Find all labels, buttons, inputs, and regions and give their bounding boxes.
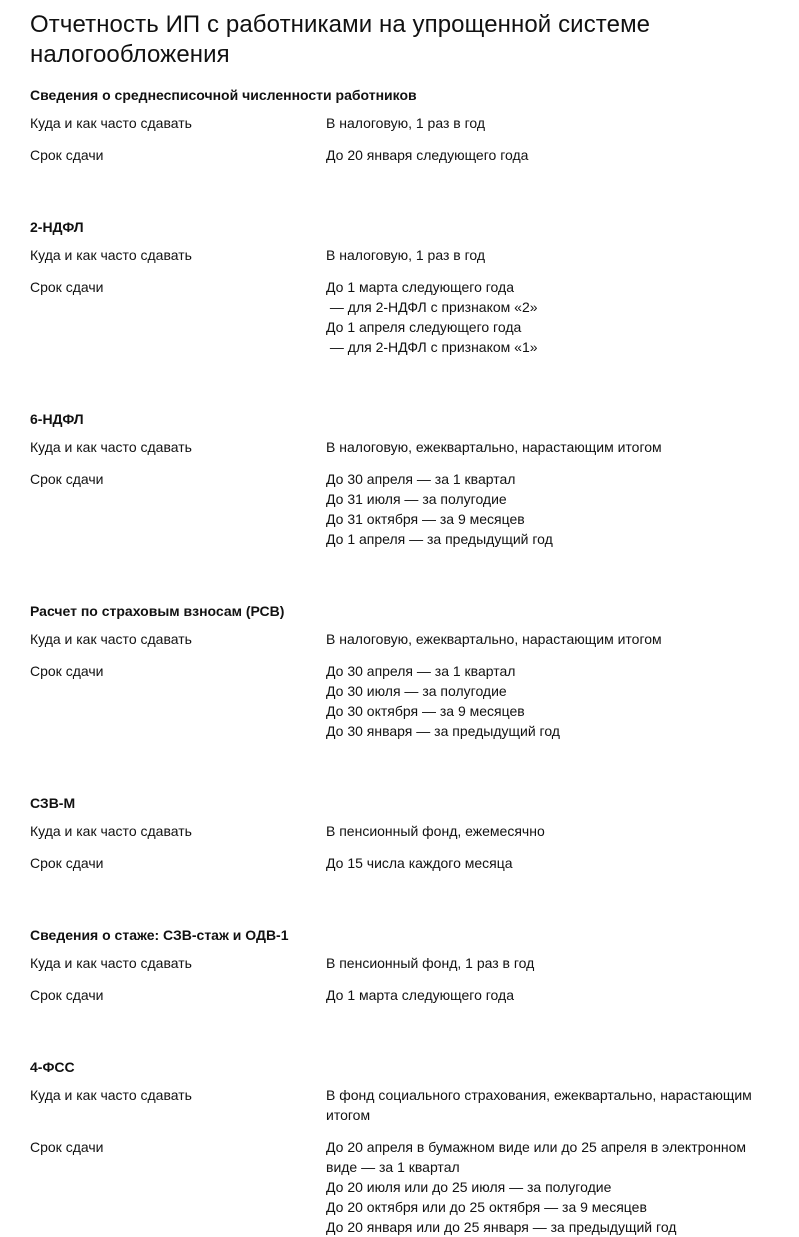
row-deadline <box>30 853 769 873</box>
row-where <box>30 821 769 841</box>
deadline-line: До 20 октября или до 25 октября — за 9 месяцев <box>326 1199 647 1215</box>
row-where <box>30 629 769 649</box>
deadline-line: До 1 апреля — за предыдущий год <box>326 531 553 547</box>
report-section <box>30 409 769 549</box>
row-label: Куда и как часто сдавать <box>30 439 192 455</box>
row-value: В фонд социального страхования, ежеквартально, нарастающим итогом <box>326 1087 752 1123</box>
row-deadline <box>30 661 769 741</box>
deadline-lines <box>326 277 769 357</box>
row-value: В налоговую, ежеквартально, нарастающим итогом <box>326 439 662 455</box>
deadline-line: До 20 июля или до 25 июля — за полугодие <box>326 1179 612 1195</box>
row-label: Куда и как часто сдавать <box>30 115 192 131</box>
row-where <box>30 1085 769 1125</box>
row-label: Куда и как часто сдавать <box>30 631 192 647</box>
section-title: Сведения о стаже: СЗВ-стаж и ОДВ-1 <box>30 927 289 943</box>
deadline-line: До 15 числа каждого месяца <box>326 855 513 871</box>
deadline-lines <box>326 1137 769 1237</box>
report-section <box>30 925 769 1005</box>
row-where <box>30 437 769 457</box>
deadline-line: До 20 апреля в бумажном виде или до 25 апреля в электронном виде — за 1 квартал <box>326 1139 750 1175</box>
section-title: Расчет по страховым взносам (РСВ) <box>30 603 285 619</box>
row-deadline <box>30 469 769 549</box>
deadline-line: До 30 января — за предыдущий год <box>326 723 560 739</box>
report-section <box>30 1057 769 1237</box>
row-label: Срок сдачи <box>30 1139 104 1155</box>
row-label: Срок сдачи <box>30 663 104 679</box>
report-section <box>30 85 769 165</box>
deadline-line: До 31 июля — за полугодие <box>326 491 507 507</box>
section-title: 2-НДФЛ <box>30 219 84 235</box>
deadline-line: До 30 апреля — за 1 квартал <box>326 471 516 487</box>
deadline-line: До 1 марта следующего года <box>326 987 514 1003</box>
row-label: Срок сдачи <box>30 987 104 1003</box>
section-title: 4-ФСС <box>30 1059 75 1075</box>
deadline-lines <box>326 661 769 741</box>
deadline-line: До 30 июля — за полугодие <box>326 683 507 699</box>
deadline-line: — для 2-НДФЛ с признаком «1» <box>326 339 538 355</box>
deadline-line: До 20 января следующего года <box>326 147 529 163</box>
row-where <box>30 113 769 133</box>
deadline-lines <box>326 469 769 549</box>
row-deadline <box>30 145 769 165</box>
sections-list <box>30 85 769 1237</box>
row-where <box>30 245 769 265</box>
row-deadline <box>30 1137 769 1237</box>
deadline-lines <box>326 145 769 165</box>
section-title: 6-НДФЛ <box>30 411 84 427</box>
row-label: Срок сдачи <box>30 279 104 295</box>
report-section <box>30 793 769 873</box>
row-label: Куда и как часто сдавать <box>30 1087 192 1103</box>
row-deadline <box>30 277 769 357</box>
row-value: В налоговую, 1 раз в год <box>326 247 486 263</box>
section-title: СЗВ-М <box>30 795 76 811</box>
row-value: В налоговую, ежеквартально, нарастающим итогом <box>326 631 662 647</box>
deadline-line: До 20 января или до 25 января — за предыдущий год <box>326 1219 677 1235</box>
row-deadline <box>30 985 769 1005</box>
row-label: Срок сдачи <box>30 471 104 487</box>
deadline-line: До 30 апреля — за 1 квартал <box>326 663 516 679</box>
deadline-lines <box>326 985 769 1005</box>
section-title: Сведения о среднесписочной численности работников <box>30 87 417 103</box>
row-value: В налоговую, 1 раз в год <box>326 115 486 131</box>
row-where <box>30 953 769 973</box>
deadline-line: — для 2-НДФЛ с признаком «2» <box>326 299 538 315</box>
deadline-line: До 30 октября — за 9 месяцев <box>326 703 525 719</box>
row-value: В пенсионный фонд, 1 раз в год <box>326 955 535 971</box>
row-label: Куда и как часто сдавать <box>30 955 192 971</box>
deadline-line: До 1 апреля следующего года <box>326 319 522 335</box>
report-section <box>30 601 769 741</box>
page-title: Отчетность ИП с работниками на упрощенной системе налогообложения <box>30 11 651 68</box>
row-label: Куда и как часто сдавать <box>30 247 192 263</box>
row-value: В пенсионный фонд, ежемесячно <box>326 823 545 839</box>
deadline-line: До 1 марта следующего года <box>326 279 514 295</box>
row-label: Куда и как часто сдавать <box>30 823 192 839</box>
deadline-line: До 31 октября — за 9 месяцев <box>326 511 525 527</box>
report-section <box>30 217 769 357</box>
deadline-lines <box>326 853 769 873</box>
row-label: Срок сдачи <box>30 147 104 163</box>
row-label: Срок сдачи <box>30 855 104 871</box>
